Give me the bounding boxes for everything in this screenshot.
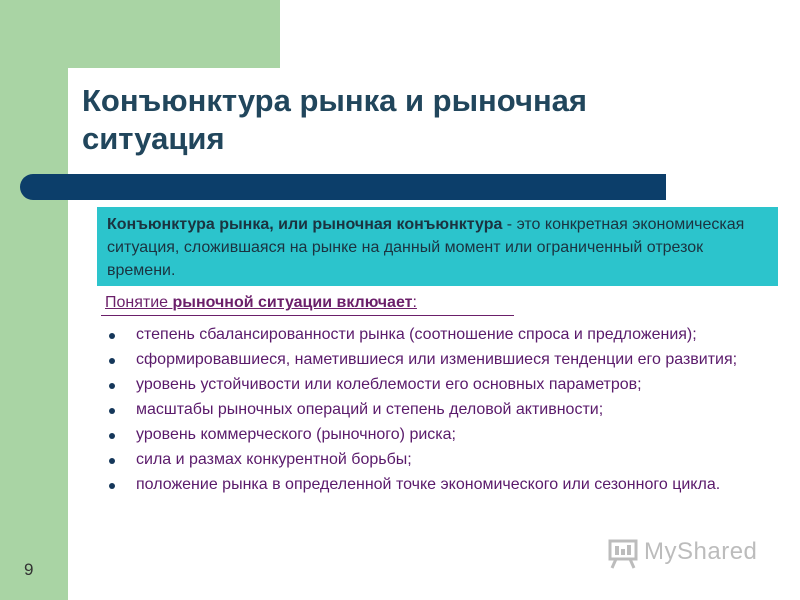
list-item-text: уровень коммерческого (рыночного) риска; xyxy=(136,426,456,443)
watermark-text: MyShared xyxy=(644,538,758,565)
list-item-text: положение рынка в определенной точке экономического или сезонного цикла. xyxy=(136,476,721,493)
list-item xyxy=(104,451,794,468)
list-item xyxy=(104,426,794,443)
definition-term-1: Конъюнктура рынка xyxy=(107,216,270,233)
definition-box xyxy=(97,207,778,286)
bullet-icon xyxy=(109,458,115,464)
bullet-icon xyxy=(109,383,115,389)
green-side-panel xyxy=(0,0,68,600)
list-item xyxy=(104,351,794,368)
slide-number: 9 xyxy=(24,560,34,579)
list-item xyxy=(104,476,794,493)
intro-prefix: Понятие xyxy=(105,294,173,311)
list-item xyxy=(104,326,794,343)
bullet-icon xyxy=(109,333,115,339)
list-item xyxy=(104,401,794,418)
watermark-logo xyxy=(606,536,766,572)
intro-suffix: : xyxy=(412,294,417,311)
intro-divider xyxy=(101,315,514,316)
bullet-icon xyxy=(109,483,115,489)
definition-connector: , или xyxy=(269,216,313,233)
bullet-list xyxy=(104,322,794,493)
list-intro xyxy=(105,293,417,313)
bullet-icon xyxy=(109,433,115,439)
list-item-text: сформировавшиеся, наметившиеся или изменившиеся тенденции его развития; xyxy=(136,351,738,368)
bullet-icon xyxy=(109,408,115,414)
presentation-board-icon xyxy=(606,536,640,570)
list-item-text: масштабы рыночных операций и степень деловой активности; xyxy=(136,401,604,418)
title-underline-bar xyxy=(20,174,666,200)
list-item xyxy=(104,376,794,393)
list-item-text: уровень устойчивости или колеблемости его основных параметров; xyxy=(136,376,642,393)
list-item-text: сила и размах конкурентной борьбы; xyxy=(136,451,412,468)
definition-term-2: рыночная конъюнктура xyxy=(312,216,503,233)
slide-title: Конъюнктура рынка и рыночная ситуация xyxy=(82,83,587,156)
intro-emphasis: рыночной ситуации включает xyxy=(172,294,413,311)
green-top-panel xyxy=(68,0,280,68)
bullet-icon xyxy=(109,358,115,364)
definition-text: - это конкретная экономическая ситуация, сложившаяся на рынке на данный момент или ограниченный отрезок времени. xyxy=(107,216,745,279)
list-item-text: степень сбалансированности рынка (соотношение спроса и предложения); xyxy=(136,326,697,343)
